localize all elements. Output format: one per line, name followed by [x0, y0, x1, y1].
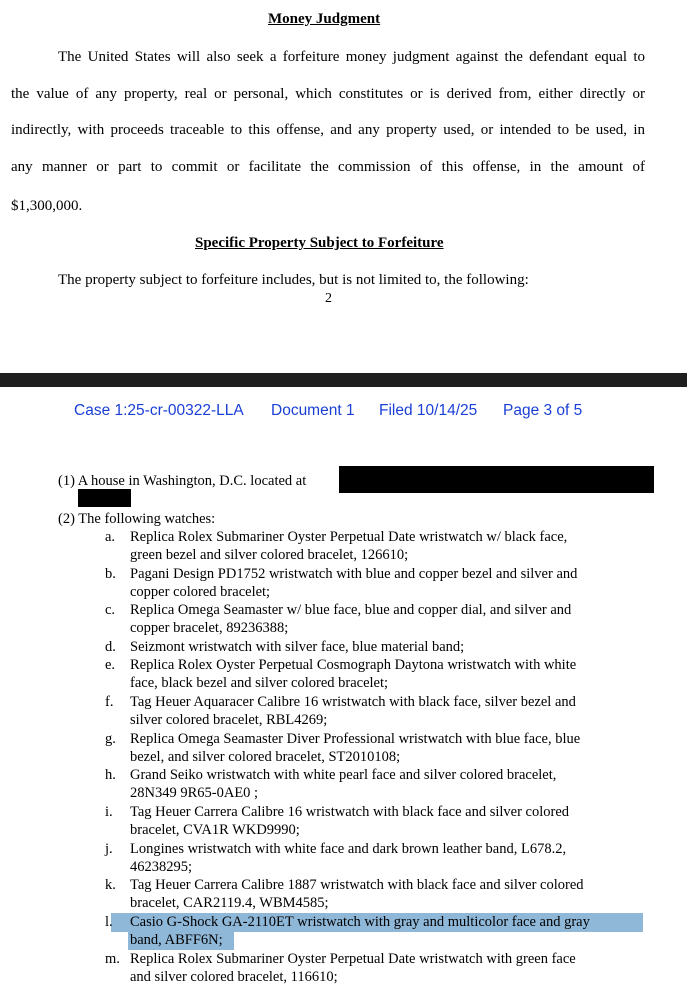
ecf-page: Page 3 of 5 [503, 402, 583, 419]
house-item: (1) A house in Washington, D.C. located at [58, 473, 307, 489]
specific-property-intro: The property subject to forfeiture includes, but is not limited to, the following: [58, 272, 529, 288]
watches-label: (2) The following watches: [58, 511, 216, 527]
page-number: 2 [325, 291, 332, 306]
money-judgment-line: any manner or part to commit or facilitate the commission of this offense, in the amount of [11, 159, 645, 175]
specific-property-heading: Specific Property Subject to Forfeiture [195, 235, 444, 251]
ecf-case-number: Case 1:25-cr-00322-LLA [74, 402, 244, 419]
ecf-filed-date: Filed 10/14/25 [379, 402, 478, 419]
page-divider [0, 373, 687, 387]
ecf-document: Document 1 [271, 402, 355, 419]
money-judgment-line: indirectly, with proceeds traceable to this offense, and any property used, or intended to be used, in [11, 122, 645, 138]
redaction-bar [339, 466, 654, 493]
money-judgment-amount: $1,300,000. [11, 198, 83, 214]
money-judgment-line: The United States will also seek a forfeiture money judgment against the defendant equal to [58, 49, 645, 65]
money-judgment-line: the value of any property, real or personal, which constitutes or is derived from, either directly or [11, 86, 645, 102]
redaction-bar [78, 489, 131, 507]
money-judgment-heading: Money Judgment [268, 11, 381, 27]
